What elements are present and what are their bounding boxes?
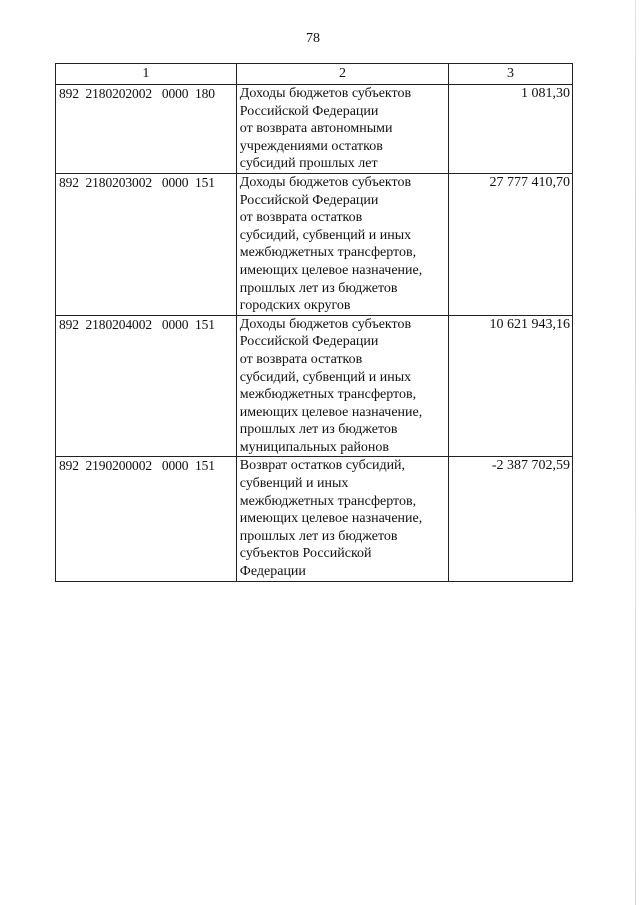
- income-name-cell: [236, 85, 448, 174]
- income-name-line: субъектов Российской: [239, 546, 372, 562]
- income-name-line: городских округов: [239, 298, 351, 314]
- income-name-line: Доходы бюджетов субъектов: [239, 174, 412, 190]
- income-name-cell: [236, 315, 448, 457]
- table-row: [56, 85, 573, 174]
- income-name-line: имеющих целевое назначение,: [239, 404, 423, 420]
- income-name-line: муниципальных районов: [239, 439, 390, 455]
- income-name-line: имеющих целевое назначение,: [239, 262, 423, 278]
- table-row: [56, 315, 573, 457]
- income-name-line: Российской Федерации: [239, 192, 379, 208]
- column-header-code: 1: [56, 64, 237, 85]
- income-name-line: межбюджетных трансфертов,: [239, 387, 417, 403]
- table-header-row: [56, 64, 573, 85]
- income-name-line: прошлых лет из бюджетов: [239, 528, 398, 544]
- income-name-line: Доходы бюджетов субъектов: [239, 86, 412, 101]
- income-name-line: субвенций и иных: [239, 476, 349, 492]
- income-name-line: от возврата автономными: [239, 121, 393, 137]
- column-header-name: 2: [236, 64, 448, 85]
- budget-code-cell: 892 2180203002 0000 151: [56, 173, 237, 315]
- income-name-line: от возврата остатков: [239, 351, 363, 367]
- budget-code-cell: 892 2180204002 0000 151: [56, 315, 237, 457]
- income-name-line: субсидий, субвенций и иных: [239, 227, 412, 243]
- income-name-line: Российской Федерации: [239, 334, 379, 350]
- amount-cell: -2 387 702,59: [449, 457, 573, 581]
- income-name-line: межбюджетных трансфертов,: [239, 493, 417, 509]
- table-row: [56, 457, 573, 581]
- income-name-line: от возврата остатков: [239, 210, 363, 226]
- income-name-cell: [236, 173, 448, 315]
- page-number: 78: [306, 31, 320, 46]
- income-name-line: субсидий, субвенций и иных: [239, 369, 412, 385]
- income-name-line: Федерации: [239, 564, 306, 580]
- income-name-line: имеющих целевое назначение,: [239, 511, 423, 527]
- income-name-line: субсидий прошлых лет: [239, 156, 378, 172]
- budget-code-cell: 892 2190200002 0000 151: [56, 457, 237, 581]
- income-name-line: учреждениями остатков: [239, 138, 383, 154]
- column-header-amount: 3: [449, 64, 573, 85]
- table-body: [56, 85, 573, 582]
- income-name-line: прошлых лет из бюджетов: [239, 280, 398, 296]
- table-row: [56, 173, 573, 315]
- income-name-line: Возврат остатков субсидий,: [239, 458, 406, 474]
- income-name-line: межбюджетных трансфертов,: [239, 245, 417, 261]
- income-name-line: прошлых лет из бюджетов: [239, 422, 398, 438]
- budget-table: [55, 63, 573, 582]
- scan-edge-line: [635, 0, 636, 905]
- amount-cell: 27 777 410,70: [449, 173, 573, 315]
- income-name-line: Доходы бюджетов субъектов: [239, 316, 412, 332]
- amount-cell: 10 621 943,16: [449, 315, 573, 457]
- amount-cell: 1 081,30: [449, 85, 573, 174]
- income-name-cell: [236, 457, 448, 581]
- income-name-line: Российской Федерации: [239, 103, 379, 119]
- budget-code-cell: 892 2180202002 0000 180: [56, 85, 237, 174]
